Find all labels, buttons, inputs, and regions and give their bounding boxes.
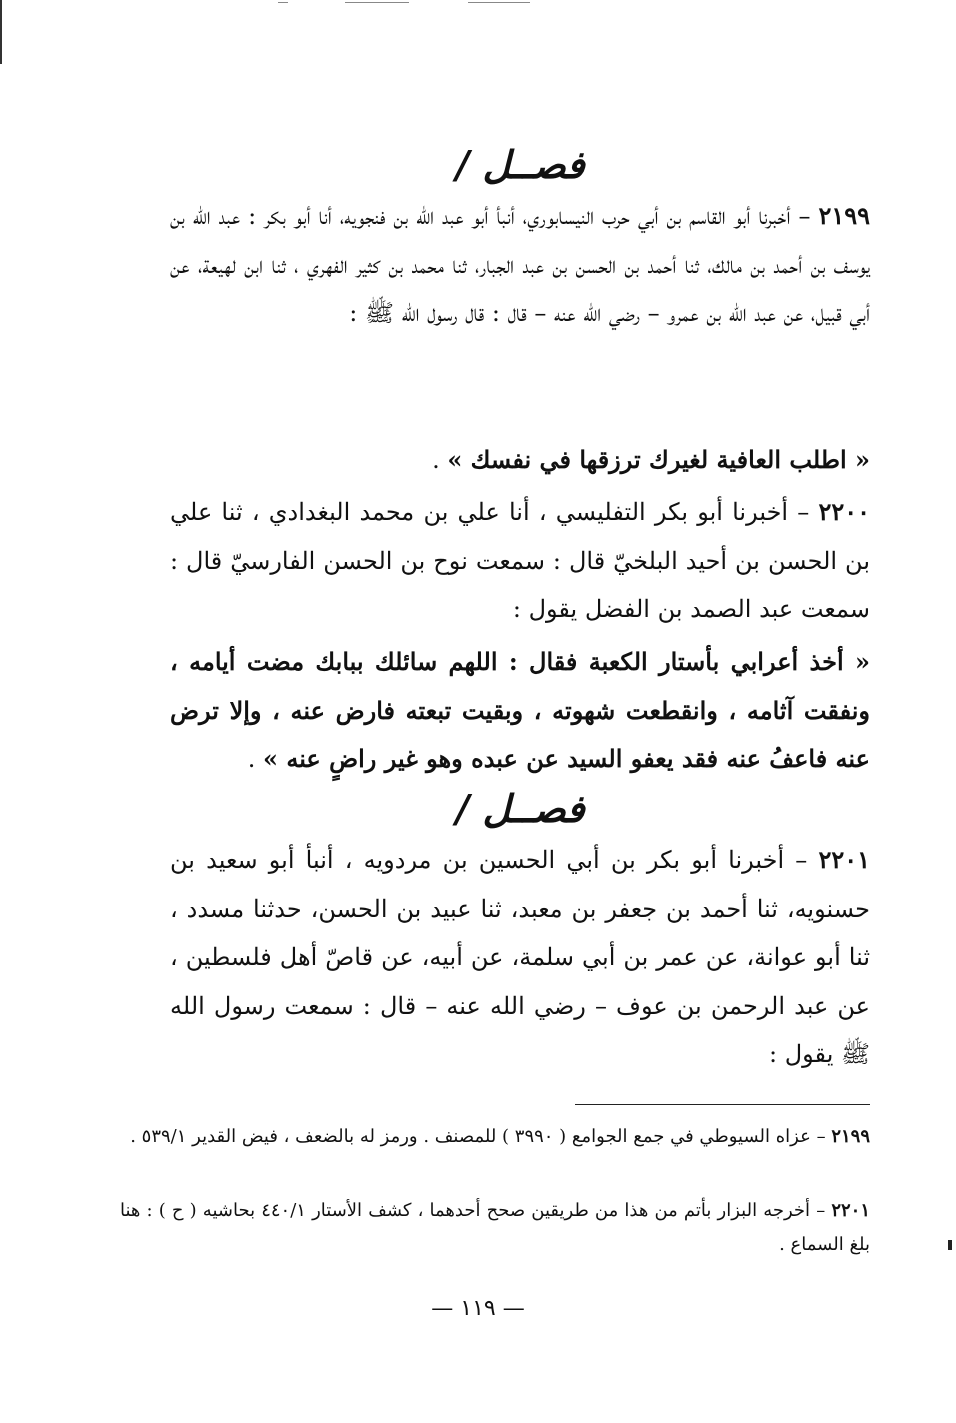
hadith-2199-quote [170, 436, 870, 485]
footnote-2199 [120, 1120, 870, 1154]
hadith-number: ٢٢٠١ [818, 845, 870, 874]
hadith-quote: « أخذ أعرابي بأستار الكعبة فقال : اللهم سائلك ببابك مضت أيامه ، ونفقت آثامه ، وانقطعت شهوته ، وبقيت تبعته فارض عنه ، وإلا ترض عنه فاعفُ عنه فقد يعفو السيد عن عبده وهو غير راضٍ عنه » [170, 647, 870, 773]
scan-mark [278, 2, 288, 3]
hadith-2200-quote [170, 638, 870, 784]
hadith-quote: « اطلب العافية لغيرك ترزقها في نفسك » [447, 445, 870, 474]
scan-dot [948, 1240, 952, 1250]
footnote-number: ٢٢٠١ [831, 1200, 871, 1221]
quote-end: . [432, 446, 448, 474]
hadith-text: – أخبرنا أبو القاسم بن أبي حرب النيسابوري، أنبأ أبو عبد الله بن فنجويه، أنا أبو بكر : عبد الله بن يوسف بن أحمد بن مالك، ثنا أحمد بن الحسن بن عبد الجبار، ثنا محمد بن كثير الفهري ، ثنا ابن لهيعة، عن أبي قبيل، عن عبد الله بن عمرو – رضي الله عنه – قال : قال رسول الله ﷺ : [170, 202, 870, 327]
footnote-number: ٢١٩٩ [831, 1126, 870, 1147]
hadith-number: ٢٢٠٠ [818, 497, 870, 526]
hadith-2199 [170, 192, 870, 432]
section-heading: فصــل / [455, 786, 585, 831]
footnote-text: – عزاه السيوطي في جمع الجوامع ( ٣٩٩٠ ) للمصنف . ورمز له بالضعف ، فيض القدير ٥٣٩/١ . [130, 1126, 826, 1147]
section-heading: فصــل / [455, 142, 585, 187]
footnote-text: – أخرجه البزار بأتم من هذا من طريقين صحح أحدهما ، كشف الأستار ٤٤٠/١ بحاشيه ( ح ) : هنا بلغ السماع . [120, 1200, 870, 1255]
hadith-number: ٢١٩٩ [818, 201, 870, 230]
footnote-separator [575, 1104, 870, 1105]
hadith-2201 [170, 836, 870, 1082]
scan-edge-line [0, 0, 2, 64]
page-number: — ١١٩ — [431, 1296, 525, 1321]
hadith-text: – أخبرنا أبو بكر بن أبي الحسين بن مردويه ، أنبأ أبو سعيد بن حسنويه، ثنا أحمد بن جعفر بن معبد، ثنا عبيد بن الحسن، حدثنا مسدد ، ثنا أبو عوانة، عن عمر بن أبي سلمة، عن أبيه، عن قاصّ أهل فلسطين ، عن عبد الرحمن بن عوف – رضي الله عنه – قال : سمعت رسول الله ﷺ يقول : [170, 846, 870, 1068]
scan-mark [345, 2, 409, 3]
footnote-2201 [120, 1194, 870, 1262]
scan-mark [468, 2, 530, 3]
quote-end: . [247, 745, 263, 773]
hadith-text: – أخبرنا أبو بكر التفليسي ، أنا علي بن محمد البغدادي ، ثنا علي بن الحسن بن أحيد البلخيّ قال : سمعت نوح بن الحسن الفارسيّ قال : سمعت عبد الصمد بن الفضل يقول : [170, 498, 870, 623]
hadith-2200 [170, 488, 870, 634]
